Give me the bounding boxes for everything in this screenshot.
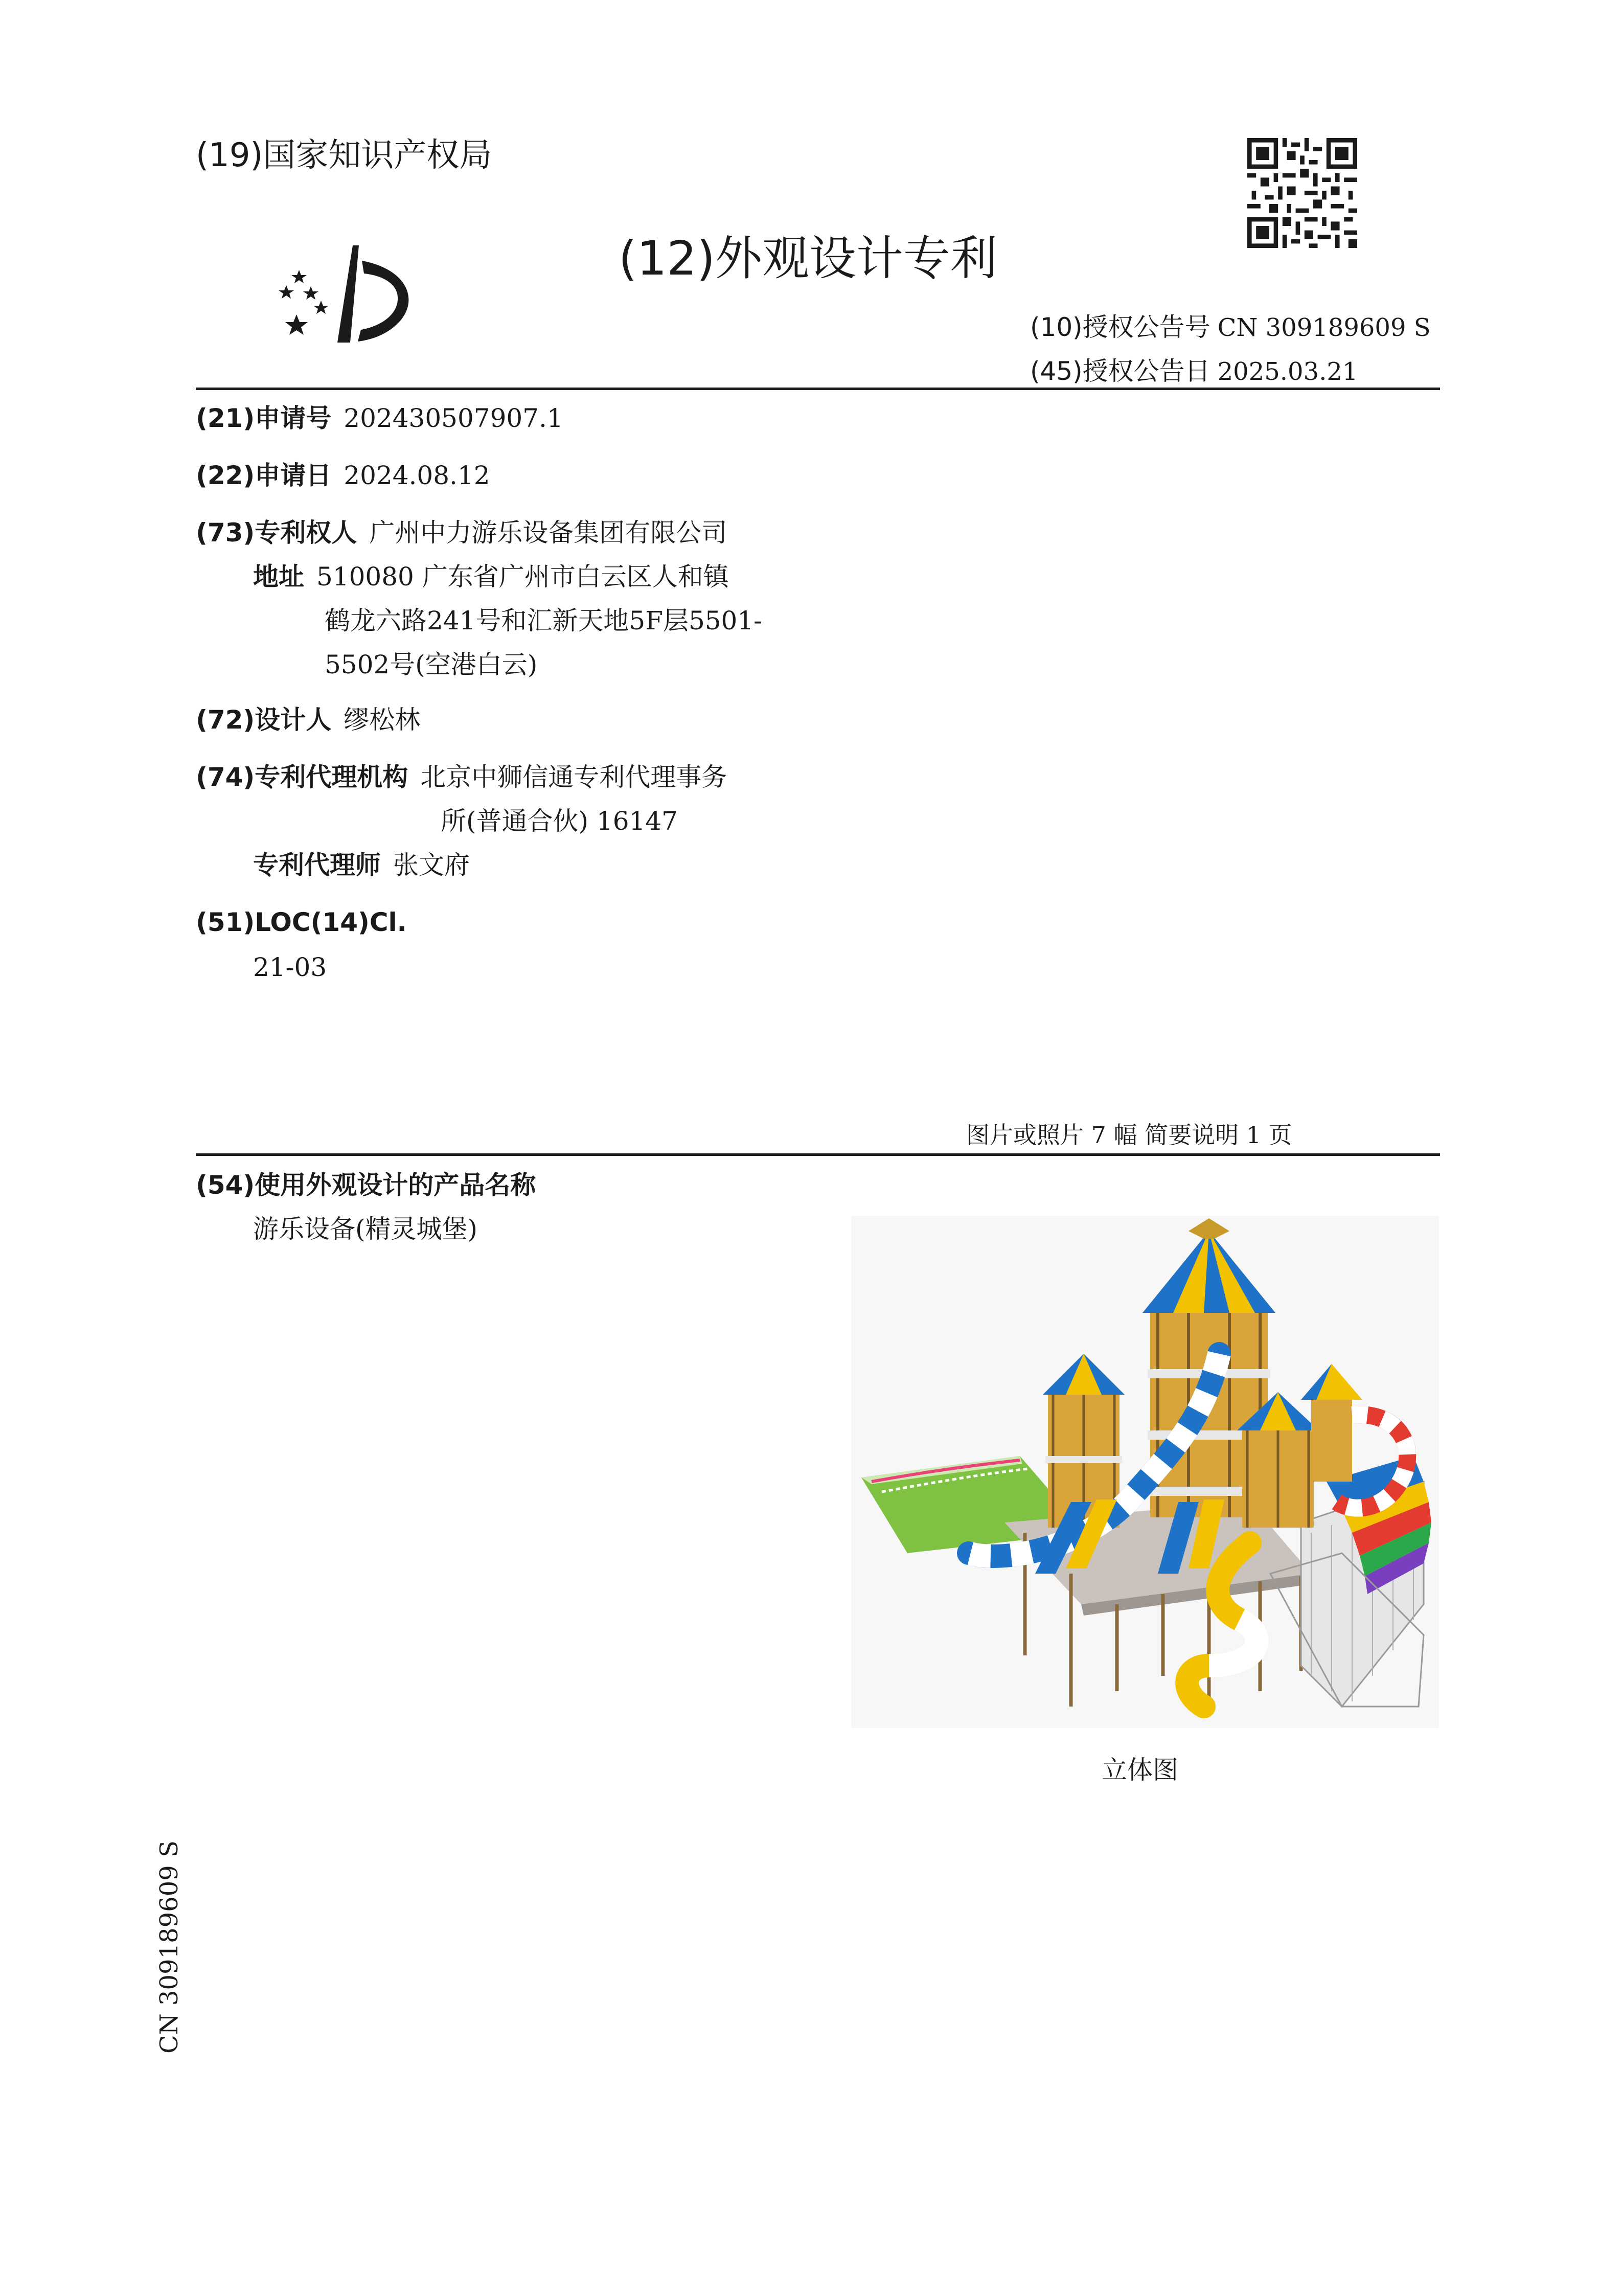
address-line-1: 510080 广东省广州市白云区人和镇 — [316, 562, 729, 592]
grant-date-row — [1030, 351, 1358, 388]
designer: 缪松林 — [344, 705, 421, 735]
cnipa-logo — [266, 225, 429, 348]
loc-classification-value: 21-03 — [253, 952, 327, 982]
header-divider — [196, 388, 1440, 390]
agent-row — [253, 844, 470, 886]
application-number: 202430507907.1 — [344, 403, 563, 433]
designer-row — [196, 698, 420, 741]
grant-number: CN 309189609 S — [1217, 313, 1431, 342]
address-line-3: 5502号(空港白云) — [325, 650, 538, 679]
grant-number-label: (10)授权公告号 — [1030, 312, 1210, 342]
office-name: (19)国家知识产权局 — [196, 137, 492, 174]
patentee: 广州中力游乐设备集团有限公司 — [369, 518, 727, 548]
application-date-row — [196, 454, 490, 497]
qr-code — [1247, 138, 1357, 248]
agency-line-2: 所(普通合伙) 16147 — [441, 806, 678, 836]
agency-line-1: 北京中狮信通专利代理事务 — [420, 762, 727, 792]
agent-label: 专利代理师 — [253, 850, 381, 880]
address-line-2: 鹤龙六路241号和汇新天地5F层5501- — [325, 606, 763, 635]
loc-classification-label: (51)LOC(14)Cl. — [196, 907, 407, 937]
application-number-row — [196, 397, 563, 440]
application-date-label: (22)申请日 — [196, 461, 332, 490]
figure-caption: 立体图 — [1102, 1755, 1178, 1785]
agent: 张文府 — [393, 850, 470, 880]
product-name: 游乐设备(精灵城堡) — [253, 1214, 478, 1244]
figure-count-summary: 图片或照片 7 幅 简要说明 1 页 — [966, 1121, 1292, 1149]
grant-date: 2025.03.21 — [1217, 357, 1358, 386]
grant-date-label: (45)授权公告日 — [1030, 356, 1210, 386]
document-type-title: (12)外观设计专利 — [619, 231, 997, 286]
grant-number-row — [1030, 307, 1431, 344]
address-row — [253, 555, 729, 598]
patentee-label: (73)专利权人 — [196, 518, 357, 548]
perspective-view-image — [851, 1216, 1439, 1728]
address-label: 地址 — [253, 562, 304, 592]
designer-label: (72)设计人 — [196, 705, 332, 735]
agency-label: (74)专利代理机构 — [196, 762, 408, 792]
summary-divider — [196, 1153, 1440, 1156]
application-date: 2024.08.12 — [344, 461, 490, 490]
side-publication-number: CN 309189609 S — [155, 1840, 184, 2054]
patentee-row — [196, 511, 727, 554]
product-name-label: (54)使用外观设计的产品名称 — [196, 1170, 536, 1200]
agency-row — [196, 756, 727, 799]
application-number-label: (21)申请号 — [196, 403, 332, 433]
